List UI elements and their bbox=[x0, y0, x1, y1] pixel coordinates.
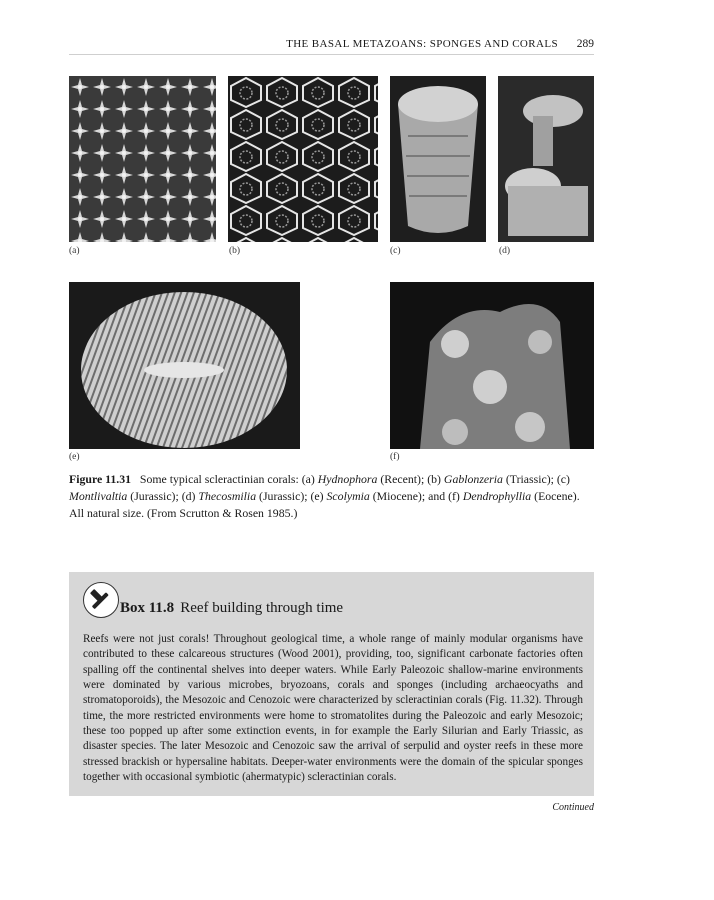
caption-text: (Recent); (b) bbox=[377, 472, 444, 486]
box-reef-building bbox=[69, 572, 594, 796]
caption-genus: Gablonzeria bbox=[443, 472, 503, 486]
coral-photo-f bbox=[390, 282, 594, 449]
caption-genus: Montlivaltia bbox=[69, 489, 128, 503]
caption-genus: Hydnophora bbox=[317, 472, 378, 486]
box-heading bbox=[120, 600, 343, 617]
running-header bbox=[69, 38, 594, 55]
caption-text: Some typical scleractinian corals: (a) bbox=[139, 472, 318, 486]
coral-photo-e bbox=[69, 282, 300, 449]
caption-text: (Jurassic); (e) bbox=[256, 489, 327, 503]
panel-label-c: (c) bbox=[390, 246, 401, 256]
box-title: Reef building through time bbox=[180, 600, 344, 616]
continued-note: Continued bbox=[552, 802, 594, 813]
panel-label-e: (e) bbox=[69, 452, 80, 462]
panel-label-b: (b) bbox=[229, 246, 241, 256]
figure-caption bbox=[69, 471, 595, 522]
panel-label-d: (d) bbox=[499, 246, 511, 256]
box-body-text: Reefs were not just corals! Throughout geological time, a whole range of mainly modular organisms have contributed to these calcareous structures (Wood 2001), providing, too, significant carbonate factories often spalling off the continental shelves into deeper waters. While Early Paleozoic shallow-marine environments were dominated by various microbes, bryozoans, corals and sponges (including archaeocyaths and stromatoporoids), the Mesozoic and Cenozoic were characterized by scleractinian corals (Fig. 11.32). Through time, the more restricted environments were home to stromatolites during the Paleozoic and early Mesozoic; these too popped up after some extinction events, in for example the Early Silurian and Early Triassic, as disaster species. The later Mesozoic and Cenozoic saw the arrival of serpulid and oyster reefs in these more stressed brackish or hypersaline habitats. Deeper-water environments were the domain of the spicular sponges together with occasional symbiotic (ahermatypic) scleractinian corals. bbox=[83, 633, 583, 784]
coral-photo-c bbox=[390, 76, 486, 242]
caption-text: (Miocene); and (f) bbox=[369, 489, 463, 503]
panel-label-a: (a) bbox=[69, 246, 80, 256]
page-number: 289 bbox=[576, 38, 594, 50]
caption-text: (Triassic); (c) bbox=[502, 472, 570, 486]
figure-label: Figure 11.31 bbox=[69, 472, 132, 486]
coral-photo-d bbox=[498, 76, 594, 242]
header-title: THE BASAL METAZOANS: SPONGES AND CORALS bbox=[286, 38, 558, 50]
caption-text: (Eocene). All natural size. (From Scrutton & Rosen 1985.) bbox=[69, 489, 580, 520]
coral-photo-b bbox=[228, 76, 378, 242]
caption-genus: Scolymia bbox=[326, 489, 370, 503]
box-number: Box 11.8 bbox=[120, 600, 175, 616]
caption-genus: Dendrophyllia bbox=[462, 489, 532, 503]
caption-text: (Jurassic); (d) bbox=[127, 489, 199, 503]
caption-genus: Thecosmilia bbox=[198, 489, 257, 503]
hammer-icon bbox=[83, 582, 119, 618]
coral-photo-a bbox=[69, 76, 216, 242]
panel-label-f: (f) bbox=[390, 452, 400, 462]
